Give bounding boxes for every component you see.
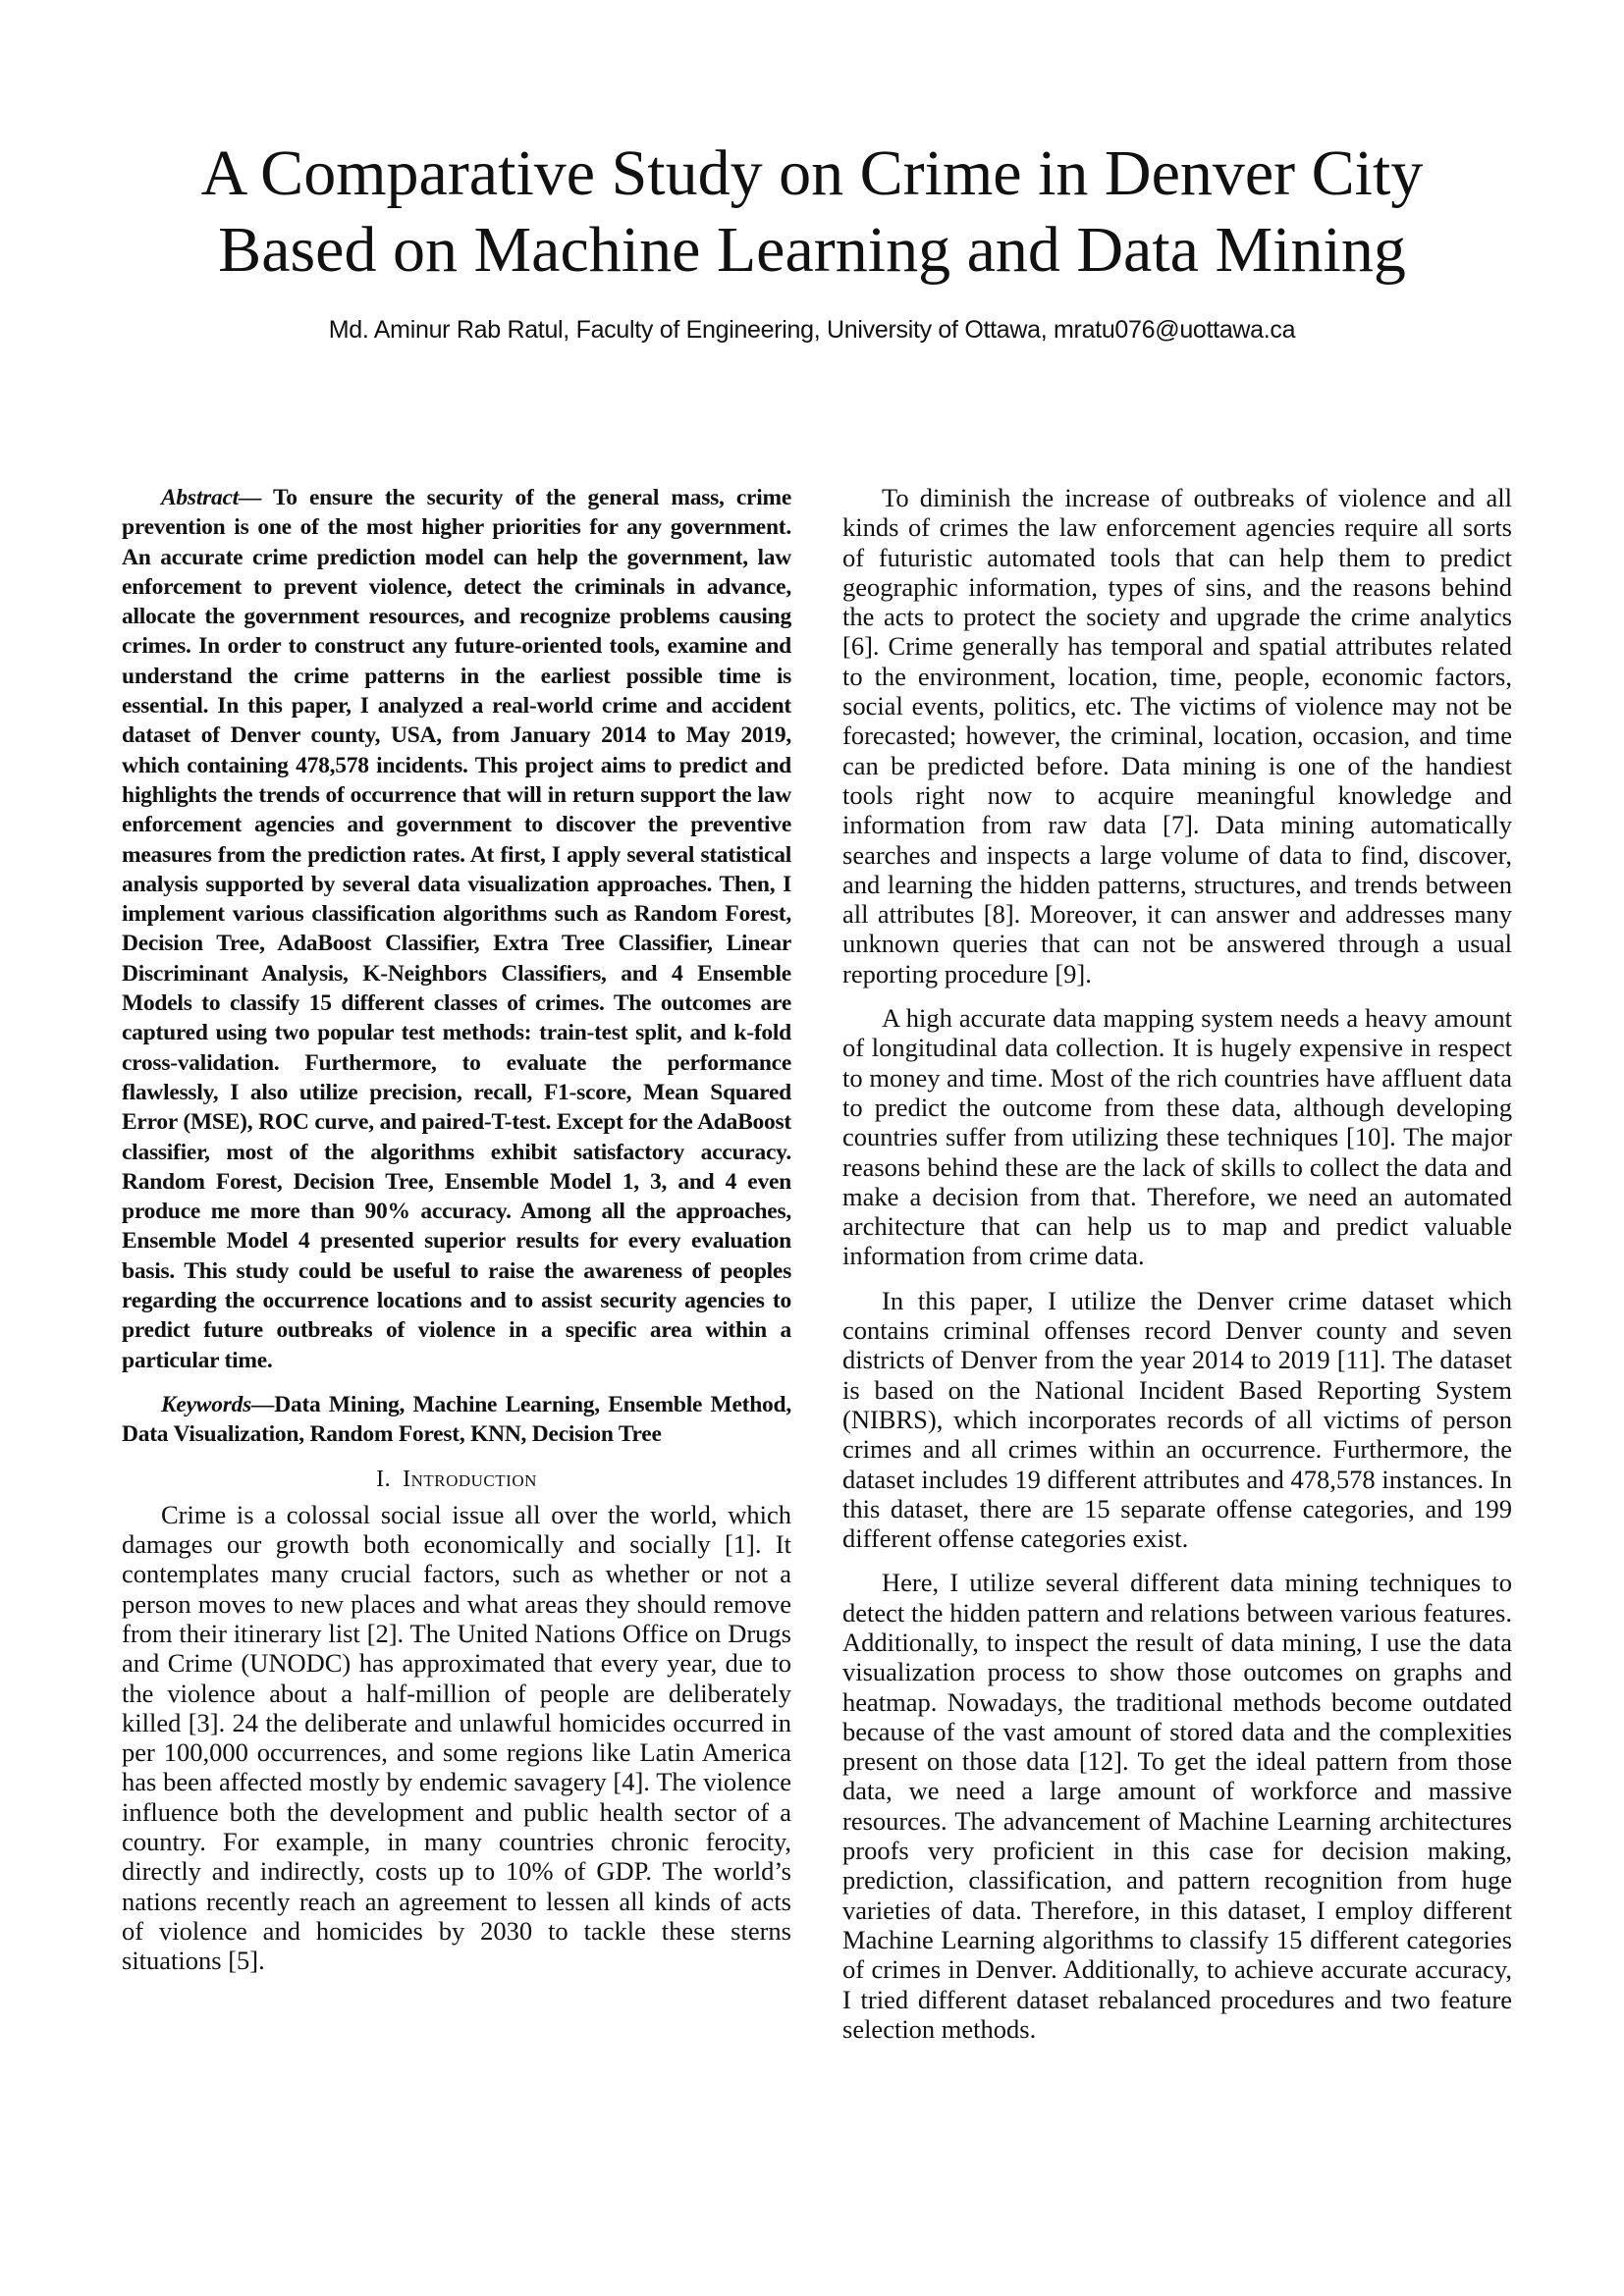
keywords-lead: Keywords— [161, 1391, 275, 1417]
body-paragraph-3: In this paper, I utilize the Denver crime dataset which contains criminal offenses record Denver county and seven districts of Denver from the year 2014 to 2019 [11]. The dataset is based on the National Incident Based Reporting System (NIBRS), which incorporates records of all victims of person crimes and all crimes within an occurrence. Furthermore, the dataset includes 19 different attributes and 478,578 instances. In this dataset, there are 15 separate offense categories, and 199 different offense categories exist. [842, 1285, 1512, 1554]
abstract-lead: Abstract— [161, 485, 262, 510]
section-number: I. [376, 1466, 392, 1492]
title-line-2: Based on Machine Learning and Data Mining [218, 214, 1406, 286]
paper-title [98, 135, 1526, 289]
body-paragraph-1: To diminish the increase of outbreaks of violence and all kinds of crimes the law enforcement agencies require all sorts of futuristic automated tools that can help them to predict geographic information, types of sins, and the reasons behind the acts to protect the society and upgrade the crime analytics [6]. Crime generally has temporal and spatial attributes related to the environment, location, time, people, economic factors, social events, politics, etc. The victims of violence may not be forecasted; however, the criminal, location, occasion, and time can be predicted before. Data mining is one of the handiest tools right now to acquire meaningful knowledge and information from raw data [7]. Data mining automatically searches and inspects a large volume of data to find, discover, and learning the hidden patterns, structures, and trends between all attributes [8]. Moreover, it can answer and addresses many unknown queries that can not be answered through a usual reporting procedure [9]. [842, 483, 1512, 988]
keywords-text: Data Mining, Machine Learning, Ensemble Method, Data Visualization, Random Forest, KNN, Decision Tree [122, 1391, 791, 1448]
abstract-text: To ensure the security of the general mass, crime prevention is one of the most higher priorities for any government. An accurate crime prediction model can help the government, law enforcement to prevent violence, detect the criminals in advance, allocate the government resources, and recognize problems causing crimes. In order to construct any future-oriented tools, examine and understand the crime patterns in the earliest possible time is essential. In this paper, I analyzed a real-world crime and accident dataset of Denver county, USA, from January 2014 to May 2019, which containing 478,578 incidents. This project aims to predict and highlights the trends of occurrence that will in return support the law enforcement agencies and government to discover the preventive measures from the prediction rates. At first, I apply several statistical analysis supported by several data visualization approaches. Then, I implement various classification algorithms such as Random Forest, Decision Tree, AdaBoost Classifier, Extra Tree Classifier, Linear Discriminant Analysis, K-Neighbors Classifiers, and 4 Ensemble Models to classify 15 different classes of crimes. The outcomes are captured using two popular test methods: train-test split, and k-fold cross-validation. Furthermore, to evaluate the performance flawlessly, I also utilize precision, recall, F1-score, Mean Squared Error (MSE), ROC curve, and paired-T-test. Except for the AdaBoost classifier, most of the algorithms exhibit satisfactory accuracy. Random Forest, Decision Tree, Ensemble Model 1, 3, and 4 even produce me more than 90% accuracy. Among all the approaches, Ensemble Model 4 presented superior results for every evaluation basis. This study could be useful to raise the awareness of peoples regarding the occurrence locations and to assist security agencies to predict future outbreaks of violence in a specific area within a particular time. [122, 485, 791, 1373]
body-paragraph-2: A high accurate data mapping system needs a heavy amount of longitudinal data collection. It is hugely expensive in respect to money and time. Most of the rich countries have affluent data to predict the outcome from these data, although developing countries suffer from utilizing these techniques [10]. The major reasons behind these are the lack of skills to collect the data and make a decision from that. Therefore, we need an automated architecture that can help us to map and predict valuable information from crime data. [842, 1003, 1512, 1271]
abstract [122, 483, 791, 1375]
body-paragraph-4: Here, I utilize several different data mining techniques to detect the hidden pattern and relations between various features. Additionally, to inspect the result of data mining, I use the data visualization process to show those outcomes on graphs and heatmap. Nowadays, the traditional methods become outdated because of the vast amount of stored data and the complexities present on those data [12]. To get the ideal pattern from those data, we need a large amount of workforce and massive resources. The advancement of Machine Learning architectures proofs very proficient in this case for decision making, prediction, classification, and pattern recognition from huge varieties of data. Therefore, in this dataset, I employ different Machine Learning algorithms to classify 15 different categories of crimes in Denver. Additionally, to achieve accurate accuracy, I tried different dataset rebalanced procedures and two feature selection methods. [842, 1568, 1512, 2044]
title-line-1: A Comparative Study on Crime in Denver City [200, 137, 1424, 209]
keywords [122, 1390, 791, 1450]
intro-paragraph-1: Crime is a colossal social issue all over the world, which damages our growth both economically and socially [1]. It contemplates many crucial factors, such as whether or not a person moves to new places and what areas they should remove from their itinerary list [2]. The United Nations Office on Drugs and Crime (UNODC) has approximated that every year, due to the violence about a half-million of people are deliberately killed [3]. 24 the deliberate and unlawful homicides occurred in per 100,000 occurrences, and some regions like Latin America has been affected mostly by endemic savagery [4]. The violence influence both the development and public health sector of a country. For example, in many countries chronic ferocity, directly and indirectly, costs up to 10% of GDP. The world’s nations recently reach an agreement to lessen all kinds of acts of violence and homicides by 2030 to tackle these sterns situations [5]. [122, 1499, 791, 1976]
left-column [122, 483, 791, 1991]
right-column [842, 483, 1512, 2058]
author-line: Md. Aminur Rab Ratul, Faculty of Engineering, University of Ottawa, mratu076@uottawa.ca [328, 316, 1296, 344]
section-heading-introduction [122, 1465, 791, 1494]
section-title: Introduction [403, 1466, 537, 1492]
